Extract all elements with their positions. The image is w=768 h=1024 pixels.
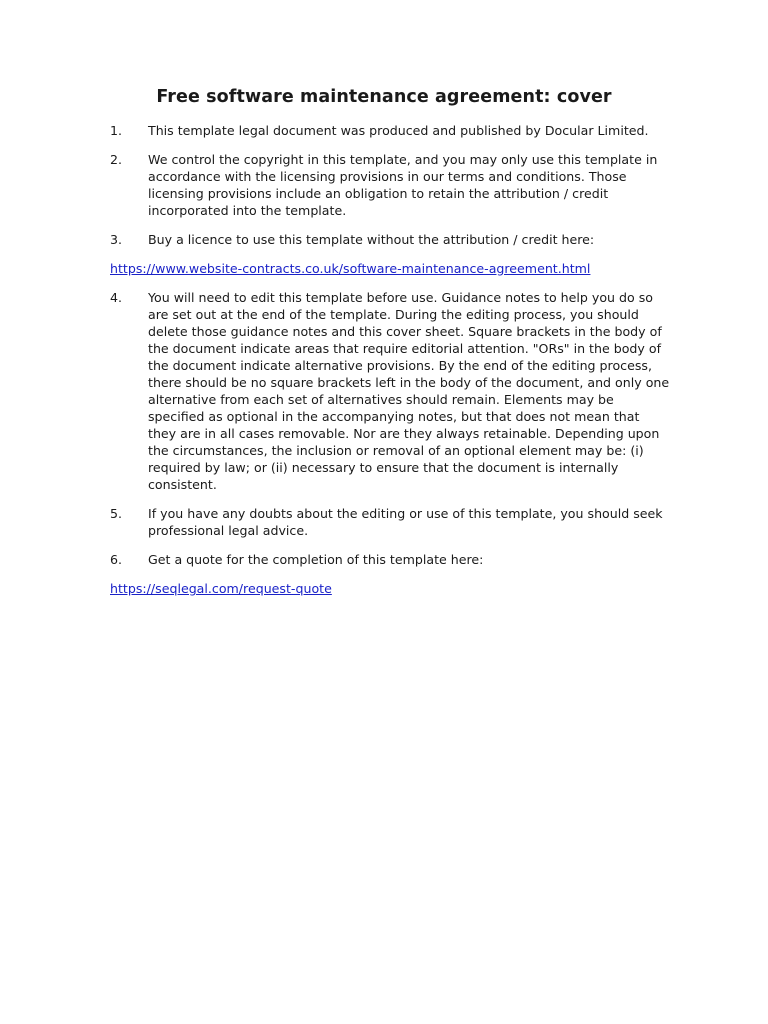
item-text: If you have any doubts about the editing or use of this template, you should seek professional legal advice. bbox=[148, 506, 663, 538]
page-title: Free software maintenance agreement: cover bbox=[156, 87, 612, 107]
list-item-3 bbox=[110, 231, 670, 248]
list-item-5 bbox=[110, 505, 670, 539]
item-number: 5. bbox=[110, 506, 123, 521]
item-text: We control the copyright in this template, and you may only use this template in accordance with the licensing provisions in our terms and conditions. Those licensing provisions include an obligation to retain the attribution / credit incorporated into the template. bbox=[148, 152, 658, 218]
item-number: 1. bbox=[110, 123, 123, 138]
item-number: 6. bbox=[110, 552, 123, 567]
licence-link[interactable]: https://www.website-contracts.co.uk/software-maintenance-agreement.html bbox=[110, 261, 591, 276]
list-item-4 bbox=[110, 289, 670, 493]
item-number: 2. bbox=[110, 152, 123, 167]
list-item-6 bbox=[110, 551, 670, 568]
item-text: Buy a licence to use this template without the attribution / credit here: bbox=[148, 232, 595, 247]
item-number: 3. bbox=[110, 232, 123, 247]
quote-link[interactable]: https://seqlegal.com/request-quote bbox=[110, 581, 332, 596]
list-item-1 bbox=[110, 122, 670, 139]
item-text: This template legal document was produced and published by Docular Limited. bbox=[148, 123, 649, 138]
document-body bbox=[110, 122, 670, 597]
list-item-2 bbox=[110, 151, 670, 219]
item-text: Get a quote for the completion of this template here: bbox=[148, 552, 484, 567]
item-text: You will need to edit this template before use. Guidance notes to help you do so are set out at the end of the template. During the editing process, you should delete those guidance notes and this cover sheet. Square brackets in the body of the document indicate areas that require editorial attention. "ORs" in the body of the document indicate alternative provisions. By the end of the editing process, there should be no square brackets left in the body of the document, and only one alternative from each set of alternatives should remain. Elements may be specified as optional in the accompanying notes, but that does not mean that they are in all cases removable. Nor are they always retainable. Depending upon the circumstances, the inclusion or removal of an optional element may be: (i) required by law; or (ii) necessary to ensure that the document is internally consistent. bbox=[148, 290, 670, 492]
item-number: 4. bbox=[110, 290, 123, 305]
